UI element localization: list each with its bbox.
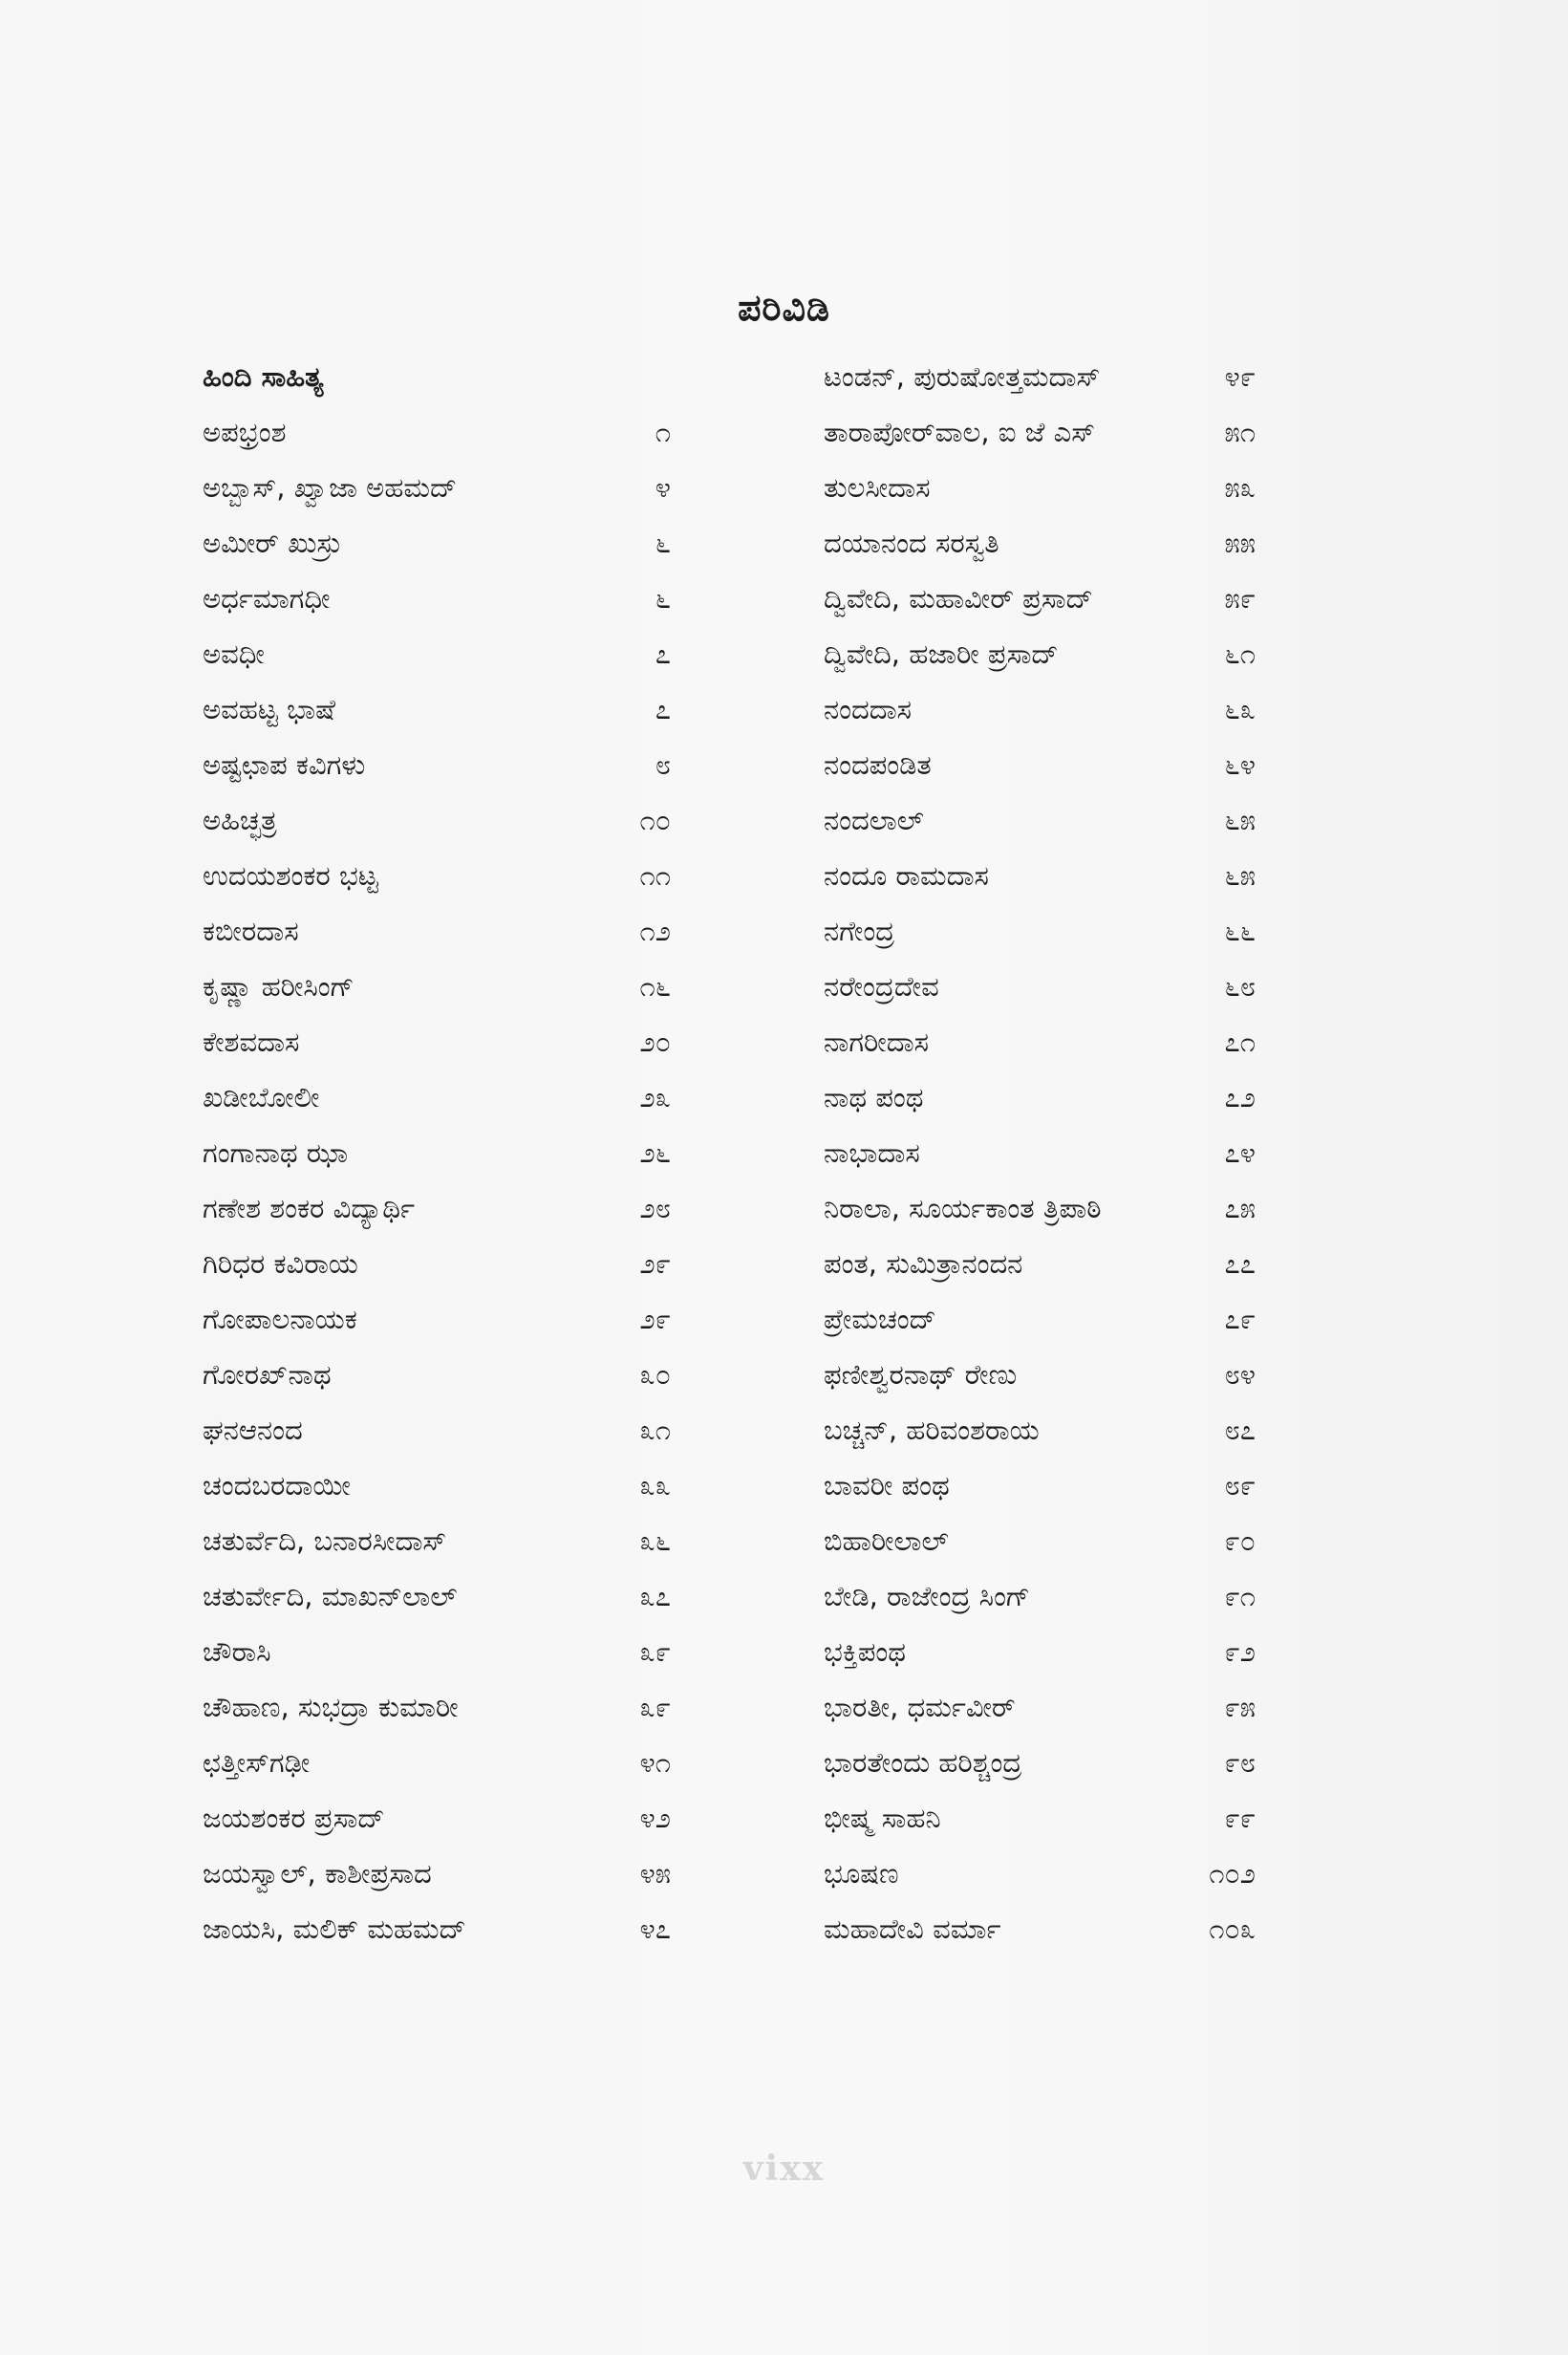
- toc-entry: [203, 571, 671, 626]
- toc-entry-page: ೪೧: [639, 1746, 671, 1779]
- toc-entry-page: ೮೭: [1224, 1414, 1256, 1446]
- toc-entry-page: ೭೧: [1224, 1026, 1256, 1058]
- toc-entry-name: ಗಣೇಶ ಶಂಕರ ವಿದ್ಯಾರ್ಥಿ: [203, 1192, 416, 1224]
- toc-entry-page: ೬೪: [1224, 748, 1256, 781]
- toc-entry-name: ಘನಆನಂದ: [203, 1414, 303, 1446]
- toc-entry: [203, 1624, 671, 1679]
- toc-entry: [824, 959, 1256, 1014]
- toc-right-column: [824, 349, 1256, 1956]
- toc-entry-page: ೩೯: [639, 1635, 671, 1668]
- toc-entry-page: ೧: [655, 416, 671, 448]
- toc-entry-page: ೬: [655, 527, 671, 559]
- toc-entry-name: ನಂದದಾಸ: [824, 693, 913, 725]
- toc-entry-name: ಅಬ್ಬಾಸ್, ಖ್ವಾಜಾ ಅಹಮದ್: [203, 471, 458, 504]
- toc-entry-name: ಜಯಶಂಕರ ಪ್ರಸಾದ್: [203, 1802, 385, 1834]
- toc-entry-page: ೯೧: [1224, 1580, 1256, 1612]
- toc-entry-page: ೪೯: [1224, 360, 1256, 393]
- toc-entry-page: ೫೩: [1224, 471, 1256, 504]
- toc-entry-page: ೬೩: [1224, 693, 1256, 725]
- toc-entry: [824, 1125, 1256, 1180]
- toc-entry: [824, 626, 1256, 681]
- toc-entry-page: ೩೧: [639, 1414, 671, 1446]
- toc-entry-page: ೮೪: [1224, 1358, 1256, 1391]
- toc-entry: [824, 1014, 1256, 1069]
- toc-entry-name: ಚತುರ್ವೆದಿ, ಬನಾರಸೀದಾಸ್: [203, 1524, 447, 1557]
- toc-entry: [824, 1069, 1256, 1125]
- toc-entry: [824, 737, 1256, 792]
- toc-entry: [824, 515, 1256, 571]
- toc-entry-name: ಪ್ರೇಮಚಂದ್: [824, 1303, 936, 1335]
- toc-entry-name: ನಾಥ ಪಂಥ: [824, 1081, 924, 1113]
- toc-entry-page: ೯೮: [1224, 1746, 1256, 1779]
- toc-entry-name: ಗಂಗಾನಾಥ ಝಾ: [203, 1136, 349, 1169]
- toc-entry-name: ನಂದಪಂಡಿತ: [824, 748, 932, 781]
- toc-entry-page: ೭೫: [1224, 1192, 1256, 1224]
- toc-entry-page: ೭೨: [1224, 1081, 1256, 1113]
- toc-entry-name: ಅವಹಟ್ಟ ಭಾಷೆ: [203, 693, 335, 725]
- toc-entry-name: ನಗೇಂದ್ರ: [824, 915, 895, 947]
- toc-entry-name: ನಾಗರೀದಾಸ: [824, 1026, 930, 1058]
- toc-entry-page: ೨೮: [639, 1192, 671, 1224]
- toc-entry-page: ೯೯: [1224, 1802, 1256, 1834]
- toc-entry-page: ೬೫: [1224, 804, 1256, 836]
- toc-entry-page: ೩೭: [639, 1580, 671, 1612]
- toc-entry: [824, 1291, 1256, 1347]
- toc-entry-name: ಗೋರಖ್‌ನಾಥ: [203, 1358, 332, 1391]
- toc-entry: [203, 460, 671, 515]
- toc-entry-name: ಅವಧೀ: [203, 637, 265, 670]
- toc-entry-page: ೨೯: [639, 1303, 671, 1335]
- toc-entry-name: ದ್ವಿವೇದಿ, ಮಹಾವೀರ್ ಪ್ರಸಾದ್: [824, 582, 1093, 615]
- toc-entry-name: ಅಷ್ಟಛಾಪ ಕವಿಗಳು: [203, 748, 366, 781]
- toc-entry-page: ೬೧: [1224, 637, 1256, 670]
- toc-entry: [824, 349, 1256, 404]
- toc-entry: [203, 1291, 671, 1347]
- toc-entry-name: ಬಾವರೀ ಪಂಥ: [824, 1469, 950, 1502]
- toc-entry-name: ಭೀಷ್ಮ ಸಾಹನಿ: [824, 1802, 941, 1834]
- toc-entry: [203, 1846, 671, 1901]
- toc-entry-name: ಭೂಷಣ: [824, 1857, 899, 1890]
- toc-entry: [203, 1402, 671, 1458]
- toc-entry-name: ಜಯಸ್ವಾಲ್, ಕಾಶೀಪ್ರಸಾದ: [203, 1857, 432, 1890]
- toc-entry: [824, 681, 1256, 737]
- toc-entry-page: ೫೯: [1224, 582, 1256, 615]
- toc-entry: [203, 1513, 671, 1568]
- toc-entry: [203, 1347, 671, 1402]
- toc-entry-name: ಟಂಡನ್, ಪುರುಷೋತ್ತಮದಾಸ್: [824, 360, 1101, 393]
- toc-entry: [824, 1624, 1256, 1679]
- toc-entry-name: ಕೃಷ್ಣಾ ಹರೀಸಿಂಗ್: [203, 970, 354, 1003]
- toc-entry-name: ಅಪಭ್ರಂಶ: [203, 416, 287, 448]
- toc-entry: [824, 1735, 1256, 1790]
- toc-entry-name: ಭಾರತೇಂದು ಹರಿಶ್ಚಂದ್ರ: [824, 1746, 1022, 1779]
- toc-entry: [203, 1735, 671, 1790]
- toc-entry: [203, 1901, 671, 1956]
- toc-entry: [203, 959, 671, 1014]
- toc-entry-page: ೭೭: [1224, 1247, 1256, 1280]
- toc-entry-page: ೪೭: [639, 1912, 671, 1945]
- toc-entry: [824, 1458, 1256, 1513]
- toc-entry-page: ೩೦: [639, 1358, 671, 1391]
- toc-entry-name: ನಂದಲಾಲ್: [824, 804, 924, 836]
- toc-entry: [203, 1180, 671, 1236]
- toc-entry: [824, 1236, 1256, 1291]
- toc-entry-page: ೬೫: [1224, 859, 1256, 892]
- toc-entry-name: ಅಮೀರ್ ಖುಸ್ರು: [203, 527, 342, 559]
- toc-entry: [824, 1846, 1256, 1901]
- toc-entry-name: ನಾಭಾದಾಸ: [824, 1136, 920, 1169]
- toc-entry: [824, 1568, 1256, 1624]
- toc-entry-page: ೭೪: [1224, 1136, 1256, 1169]
- toc-entry-name: ಅಹಿಚ್ಛತ್ರ: [203, 804, 277, 836]
- page-title: ಪರಿವಿಡಿ: [738, 287, 830, 329]
- toc-entry: [824, 1513, 1256, 1568]
- toc-entry-page: ೩೬: [639, 1524, 671, 1557]
- toc-entry-name: ತಾರಾಪೋರ್‌ವಾಲ, ಐ ಜೆ ಎಸ್: [824, 416, 1096, 448]
- toc-entry-page: ೪: [655, 471, 671, 504]
- toc-entry-name: ಮಹಾದೇವಿ ವರ್ಮಾ: [824, 1912, 1001, 1945]
- toc-entry: [203, 404, 671, 460]
- toc-entry-name: ಗಿರಿಧರ ಕವಿರಾಯ: [203, 1247, 358, 1280]
- toc-entry-name: ಚಂದಬರದಾಯೀ: [203, 1469, 351, 1502]
- toc-entry: [824, 1402, 1256, 1458]
- toc-entry-name: ಬೇಡಿ, ರಾಜೇಂದ್ರ ಸಿಂಗ್: [824, 1580, 1031, 1612]
- toc-entry: [824, 1180, 1256, 1236]
- toc-entry-page: ೧೦೨: [1209, 1857, 1256, 1890]
- toc-entry-page: ೫೫: [1224, 527, 1256, 559]
- toc-entry-page: ೧೬: [639, 970, 671, 1003]
- toc-entry-page: ೧೦: [639, 804, 671, 836]
- toc-section-heading: [203, 349, 671, 404]
- toc-entry: [203, 737, 671, 792]
- toc-entry-page: ೭: [655, 637, 671, 670]
- toc-entry: [824, 571, 1256, 626]
- toc-entry: [824, 1679, 1256, 1735]
- toc-entry-page: ೨೦: [639, 1026, 671, 1058]
- toc-entry: [203, 681, 671, 737]
- toc-entry: [203, 792, 671, 848]
- toc-entry-page: ೨೬: [639, 1136, 671, 1169]
- toc-entry-page: ೨೯: [639, 1247, 671, 1280]
- toc-entry-page: ೩೩: [639, 1469, 671, 1502]
- toc-entry-name: ಛತ್ತೀಸ್‌ಗಢೀ: [203, 1746, 311, 1779]
- toc-entry-name: ನರೇಂದ್ರದೇವ: [824, 970, 939, 1003]
- toc-entry: [203, 1125, 671, 1180]
- toc-entry-name: ಭಕ್ತಿಪಂಥ: [824, 1635, 907, 1668]
- toc-entry: [203, 1790, 671, 1846]
- toc-entry: [203, 1236, 671, 1291]
- toc-entry-name: ಬಿಹಾರೀಲಾಲ್: [824, 1524, 949, 1557]
- toc-left-column: [203, 349, 671, 1956]
- toc-entry-page: ೯೦: [1224, 1524, 1256, 1557]
- toc-entry-page: ೧೨: [639, 915, 671, 947]
- toc-entry: [203, 1568, 671, 1624]
- toc-entry: [824, 792, 1256, 848]
- toc-entry: [203, 1069, 671, 1125]
- toc-entry-page: ೭೯: [1224, 1303, 1256, 1335]
- toc-entry: [824, 404, 1256, 460]
- toc-entry-page: ೯೨: [1224, 1635, 1256, 1668]
- toc-entry-name: ಕಬೀರದಾಸ: [203, 915, 299, 947]
- toc-entry-name: ಚೌಹಾಣ, ಸುಭದ್ರಾ ಕುಮಾರೀ: [203, 1691, 459, 1723]
- toc-entry-page: ೬೬: [1224, 915, 1256, 947]
- toc-entry-page: ೭: [655, 693, 671, 725]
- toc-entry-page: ೯೫: [1224, 1691, 1256, 1723]
- toc-entry-name: ಅರ್ಧಮಾಗಧೀ: [203, 582, 331, 615]
- toc-entry-name: ಹಿಂದಿ ಸಾಹಿತ್ಯ: [203, 360, 324, 393]
- toc-entry-page: ೪೨: [639, 1802, 671, 1834]
- toc-entry-name: ಪಂತ, ಸುಮಿತ್ರಾನಂದನ: [824, 1247, 1023, 1280]
- toc-entry: [824, 1901, 1256, 1956]
- toc-entry: [203, 626, 671, 681]
- toc-entry-page: ೮೯: [1224, 1469, 1256, 1502]
- toc-entry-name: ಖಡೀಬೋಲೀ: [203, 1081, 320, 1113]
- toc-entry-name: ಉದಯಶಂಕರ ಭಟ್ಟ: [203, 859, 378, 892]
- toc-entry: [824, 1347, 1256, 1402]
- toc-entry-page: ೨೩: [639, 1081, 671, 1113]
- toc-entry-name: ಬಚ್ಚನ್, ಹರಿವಂಶರಾಯ: [824, 1414, 1040, 1446]
- toc-entry-name: ಗೋಪಾಲನಾಯಕ: [203, 1303, 357, 1335]
- toc-entry-name: ಚತುರ್ವೇದಿ, ಮಾಖನ್‌ಲಾಲ್: [203, 1580, 458, 1612]
- toc-entry: [203, 1679, 671, 1735]
- toc-entry-page: ೬: [655, 582, 671, 615]
- toc-entry-name: ಚೌರಾಸಿ: [203, 1635, 271, 1668]
- toc-entry: [824, 903, 1256, 959]
- toc-entry-name: ನಂದೂ ರಾಮದಾಸ: [824, 859, 989, 892]
- toc-entry-name: ಭಾರತೀ, ಧರ್ಮವೀರ್: [824, 1691, 1016, 1723]
- toc-entry-page: ೧೧: [639, 859, 671, 892]
- toc-entry: [203, 848, 671, 903]
- toc-entry: [203, 515, 671, 571]
- toc-entry-page: ೩೯: [639, 1691, 671, 1723]
- toc-entry-page: ೬೮: [1224, 970, 1256, 1003]
- toc-entry-page: ೫೧: [1224, 416, 1256, 448]
- toc-entry: [824, 1790, 1256, 1846]
- toc-entry-name: ತುಲಸೀದಾಸ: [824, 471, 931, 504]
- toc-entry-name: ಜಾಯಸಿ, ಮಲಿಕ್ ಮಹಮದ್: [203, 1912, 466, 1945]
- toc-entry-page: ೪೫: [639, 1857, 671, 1890]
- toc-entry: [824, 848, 1256, 903]
- toc-entry: [824, 460, 1256, 515]
- toc-entry-name: ದ್ವಿವೇದಿ, ಹಜಾರೀ ಪ್ರಸಾದ್: [824, 637, 1059, 670]
- toc-entry: [203, 1458, 671, 1513]
- toc-entry: [203, 1014, 671, 1069]
- toc-entry-page: ೧೦೩: [1209, 1912, 1256, 1945]
- toc-entry-name: ನಿರಾಲಾ, ಸೂರ್ಯಕಾಂತ ತ್ರಿಪಾಠಿ: [824, 1192, 1102, 1224]
- toc-entry: [203, 903, 671, 959]
- toc-entry-name: ಕೇಶವದಾಸ: [203, 1026, 300, 1058]
- toc-entry-name: ಫಣೀಶ್ವರನಾಥ್ ರೇಣು: [824, 1358, 1018, 1391]
- page-number: vixx: [742, 2149, 826, 2189]
- toc-entry-page: ೮: [655, 748, 671, 781]
- toc-entry-name: ದಯಾನಂದ ಸರಸ್ವತಿ: [824, 527, 999, 559]
